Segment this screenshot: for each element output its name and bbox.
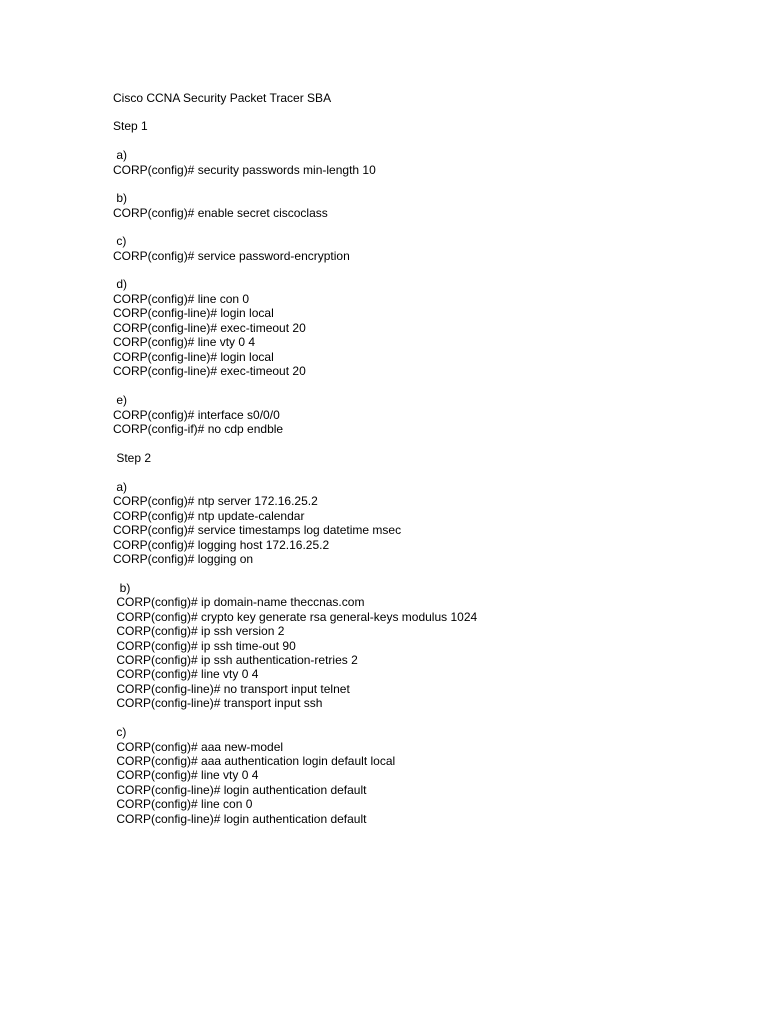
command-line: CORP(config-line)# exec-timeout 20 bbox=[113, 321, 306, 335]
command-line: CORP(config-line)# login authentication default bbox=[113, 783, 367, 797]
command-line: CORP(config-line)# transport input ssh bbox=[113, 696, 323, 710]
command-line: CORP(config)# line vty 0 4 bbox=[113, 768, 259, 782]
command-line: CORP(config)# ip ssh version 2 bbox=[113, 624, 285, 638]
document-title: Cisco CCNA Security Packet Tracer SBA bbox=[113, 91, 332, 105]
command-line: CORP(config)# service timestamps log datetime msec bbox=[113, 523, 402, 537]
command-line: CORP(config)# service password-encryption bbox=[113, 249, 350, 263]
step-1-d-label: d) bbox=[113, 277, 128, 291]
command-line: CORP(config)# enable secret ciscoclass bbox=[113, 206, 328, 220]
command-line: CORP(config)# aaa authentication login default local bbox=[113, 754, 396, 768]
command-line: CORP(config)# line con 0 bbox=[113, 797, 253, 811]
command-line: CORP(config)# interface s0/0/0 bbox=[113, 408, 280, 422]
command-line: CORP(config)# line vty 0 4 bbox=[113, 667, 259, 681]
command-line: CORP(config)# ip ssh authentication-retries 2 bbox=[113, 653, 358, 667]
step-1-c-label: c) bbox=[113, 234, 127, 248]
command-line: CORP(config-line)# login local bbox=[113, 306, 274, 320]
command-line: CORP(config)# ip ssh time-out 90 bbox=[113, 639, 296, 653]
command-line: CORP(config)# ip domain-name theccnas.com bbox=[113, 595, 365, 609]
command-line: CORP(config-line)# login local bbox=[113, 350, 274, 364]
step-2-c-label: c) bbox=[113, 725, 127, 739]
step-2-a-label: a) bbox=[113, 480, 128, 494]
command-line: CORP(config)# aaa new-model bbox=[113, 740, 284, 754]
step-1-e-label: e) bbox=[113, 393, 128, 407]
command-line: CORP(config)# security passwords min-length 10 bbox=[113, 163, 376, 177]
command-line: CORP(config-line)# no transport input telnet bbox=[113, 682, 350, 696]
step-1-heading: Step 1 bbox=[113, 119, 148, 133]
command-line: CORP(config)# ntp update-calendar bbox=[113, 509, 305, 523]
command-line: CORP(config-line)# exec-timeout 20 bbox=[113, 364, 306, 378]
command-line: CORP(config)# logging host 172.16.25.2 bbox=[113, 538, 330, 552]
step-1-b-label: b) bbox=[113, 191, 128, 205]
command-line: CORP(config-if)# no cdp endble bbox=[113, 422, 284, 436]
command-line: CORP(config)# logging on bbox=[113, 552, 254, 566]
command-line: CORP(config)# line con 0 bbox=[113, 292, 250, 306]
command-line: CORP(config)# line vty 0 4 bbox=[113, 335, 256, 349]
command-line: CORP(config-line)# login authentication default bbox=[113, 812, 367, 826]
command-line: CORP(config)# ntp server 172.16.25.2 bbox=[113, 494, 318, 508]
command-line: CORP(config)# crypto key generate rsa general-keys modulus 1024 bbox=[113, 610, 478, 624]
step-2-heading: Step 2 bbox=[113, 451, 152, 465]
step-1-a-label: a) bbox=[113, 148, 128, 162]
step-2-b-label: b) bbox=[113, 581, 131, 595]
